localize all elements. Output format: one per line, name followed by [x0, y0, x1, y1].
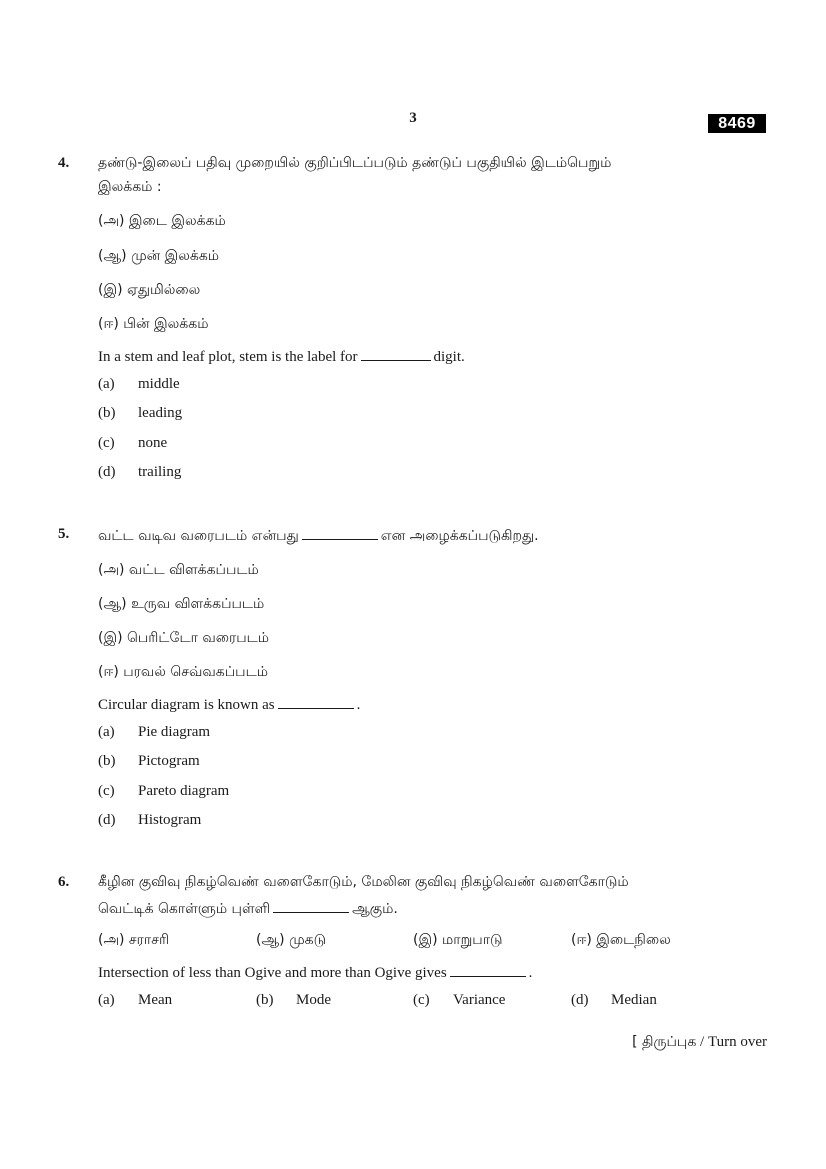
question-number: 5. [58, 526, 70, 542]
question-english-text: In a stem and leaf plot, stem is the label for digit. [98, 349, 465, 365]
option-c: (c) Variance [413, 992, 506, 1008]
answer-blank [450, 963, 526, 977]
tamil-option: (ஈ) இடைநிலை [571, 932, 671, 948]
option-a: (a) Pie diagram [98, 724, 211, 740]
question-number: 6. [58, 874, 70, 890]
turn-over-note: [ திருப்புக / Turn over [632, 1034, 767, 1050]
tamil-option: (அ) வட்ட விளக்கப்படம் [98, 562, 259, 578]
question-number: 4. [58, 155, 70, 171]
paper-code-badge: 8469 [708, 114, 766, 133]
option-d: (d) trailing [98, 464, 182, 480]
question-tamil-text: வெட்டிக் கொள்ளும் புள்ளி ஆகும். [98, 901, 398, 917]
tamil-option: (இ) ஏதுமில்லை [98, 282, 201, 298]
answer-blank [278, 695, 354, 709]
tamil-option: (அ) இடை இலக்கம் [98, 213, 226, 229]
question-tamil-text: வட்ட வடிவ வரைபடம் என்பது என அழைக்கப்படுகிறது. [98, 528, 539, 544]
question-tamil-text: கீழின குவிவு நிகழ்வெண் வளைகோடும், மேலின குவிவு நிகழ்வெண் வளைகோடும் [98, 874, 629, 890]
option-c: (c) none [98, 435, 168, 451]
option-b: (b) leading [98, 405, 183, 421]
tamil-option: (ஆ) உருவ விளக்கப்படம் [98, 596, 265, 612]
option-a: (a) middle [98, 376, 180, 392]
option-c: (c) Pareto diagram [98, 783, 230, 799]
question-tamil-text: இலக்கம் : [98, 179, 162, 195]
answer-blank [273, 899, 349, 913]
question-english-text: Intersection of less than Ogive and more than Ogive gives . [98, 965, 533, 981]
question-tamil-text: தண்டு-இலைப் பதிவு முறையில் குறிப்பிடப்படும் தண்டுப் பகுதியில் இடம்பெறும் [98, 155, 612, 171]
tamil-option: (ஈ) பரவல் செவ்வகப்படம் [98, 664, 269, 680]
page-number: 3 [409, 110, 417, 126]
tamil-option: (இ) பெரிட்டோ வரைபடம் [98, 630, 270, 646]
option-b: (b) Pictogram [98, 753, 200, 769]
tamil-option: (ஈ) பின் இலக்கம் [98, 316, 209, 332]
question-english-text: Circular diagram is known as . [98, 697, 361, 713]
tamil-option: (ஆ) முன் இலக்கம் [98, 248, 220, 264]
tamil-option: (இ) மாறுபாடு [413, 932, 503, 948]
tamil-option: (ஆ) முகடு [256, 932, 327, 948]
option-d: (d) Histogram [98, 812, 202, 828]
option-a: (a) Mean [98, 992, 173, 1008]
option-d: (d) Median [571, 992, 657, 1008]
answer-blank [302, 526, 378, 540]
option-b: (b) Mode [256, 992, 331, 1008]
answer-blank [361, 347, 431, 361]
tamil-option: (அ) சராசரி [98, 932, 170, 948]
